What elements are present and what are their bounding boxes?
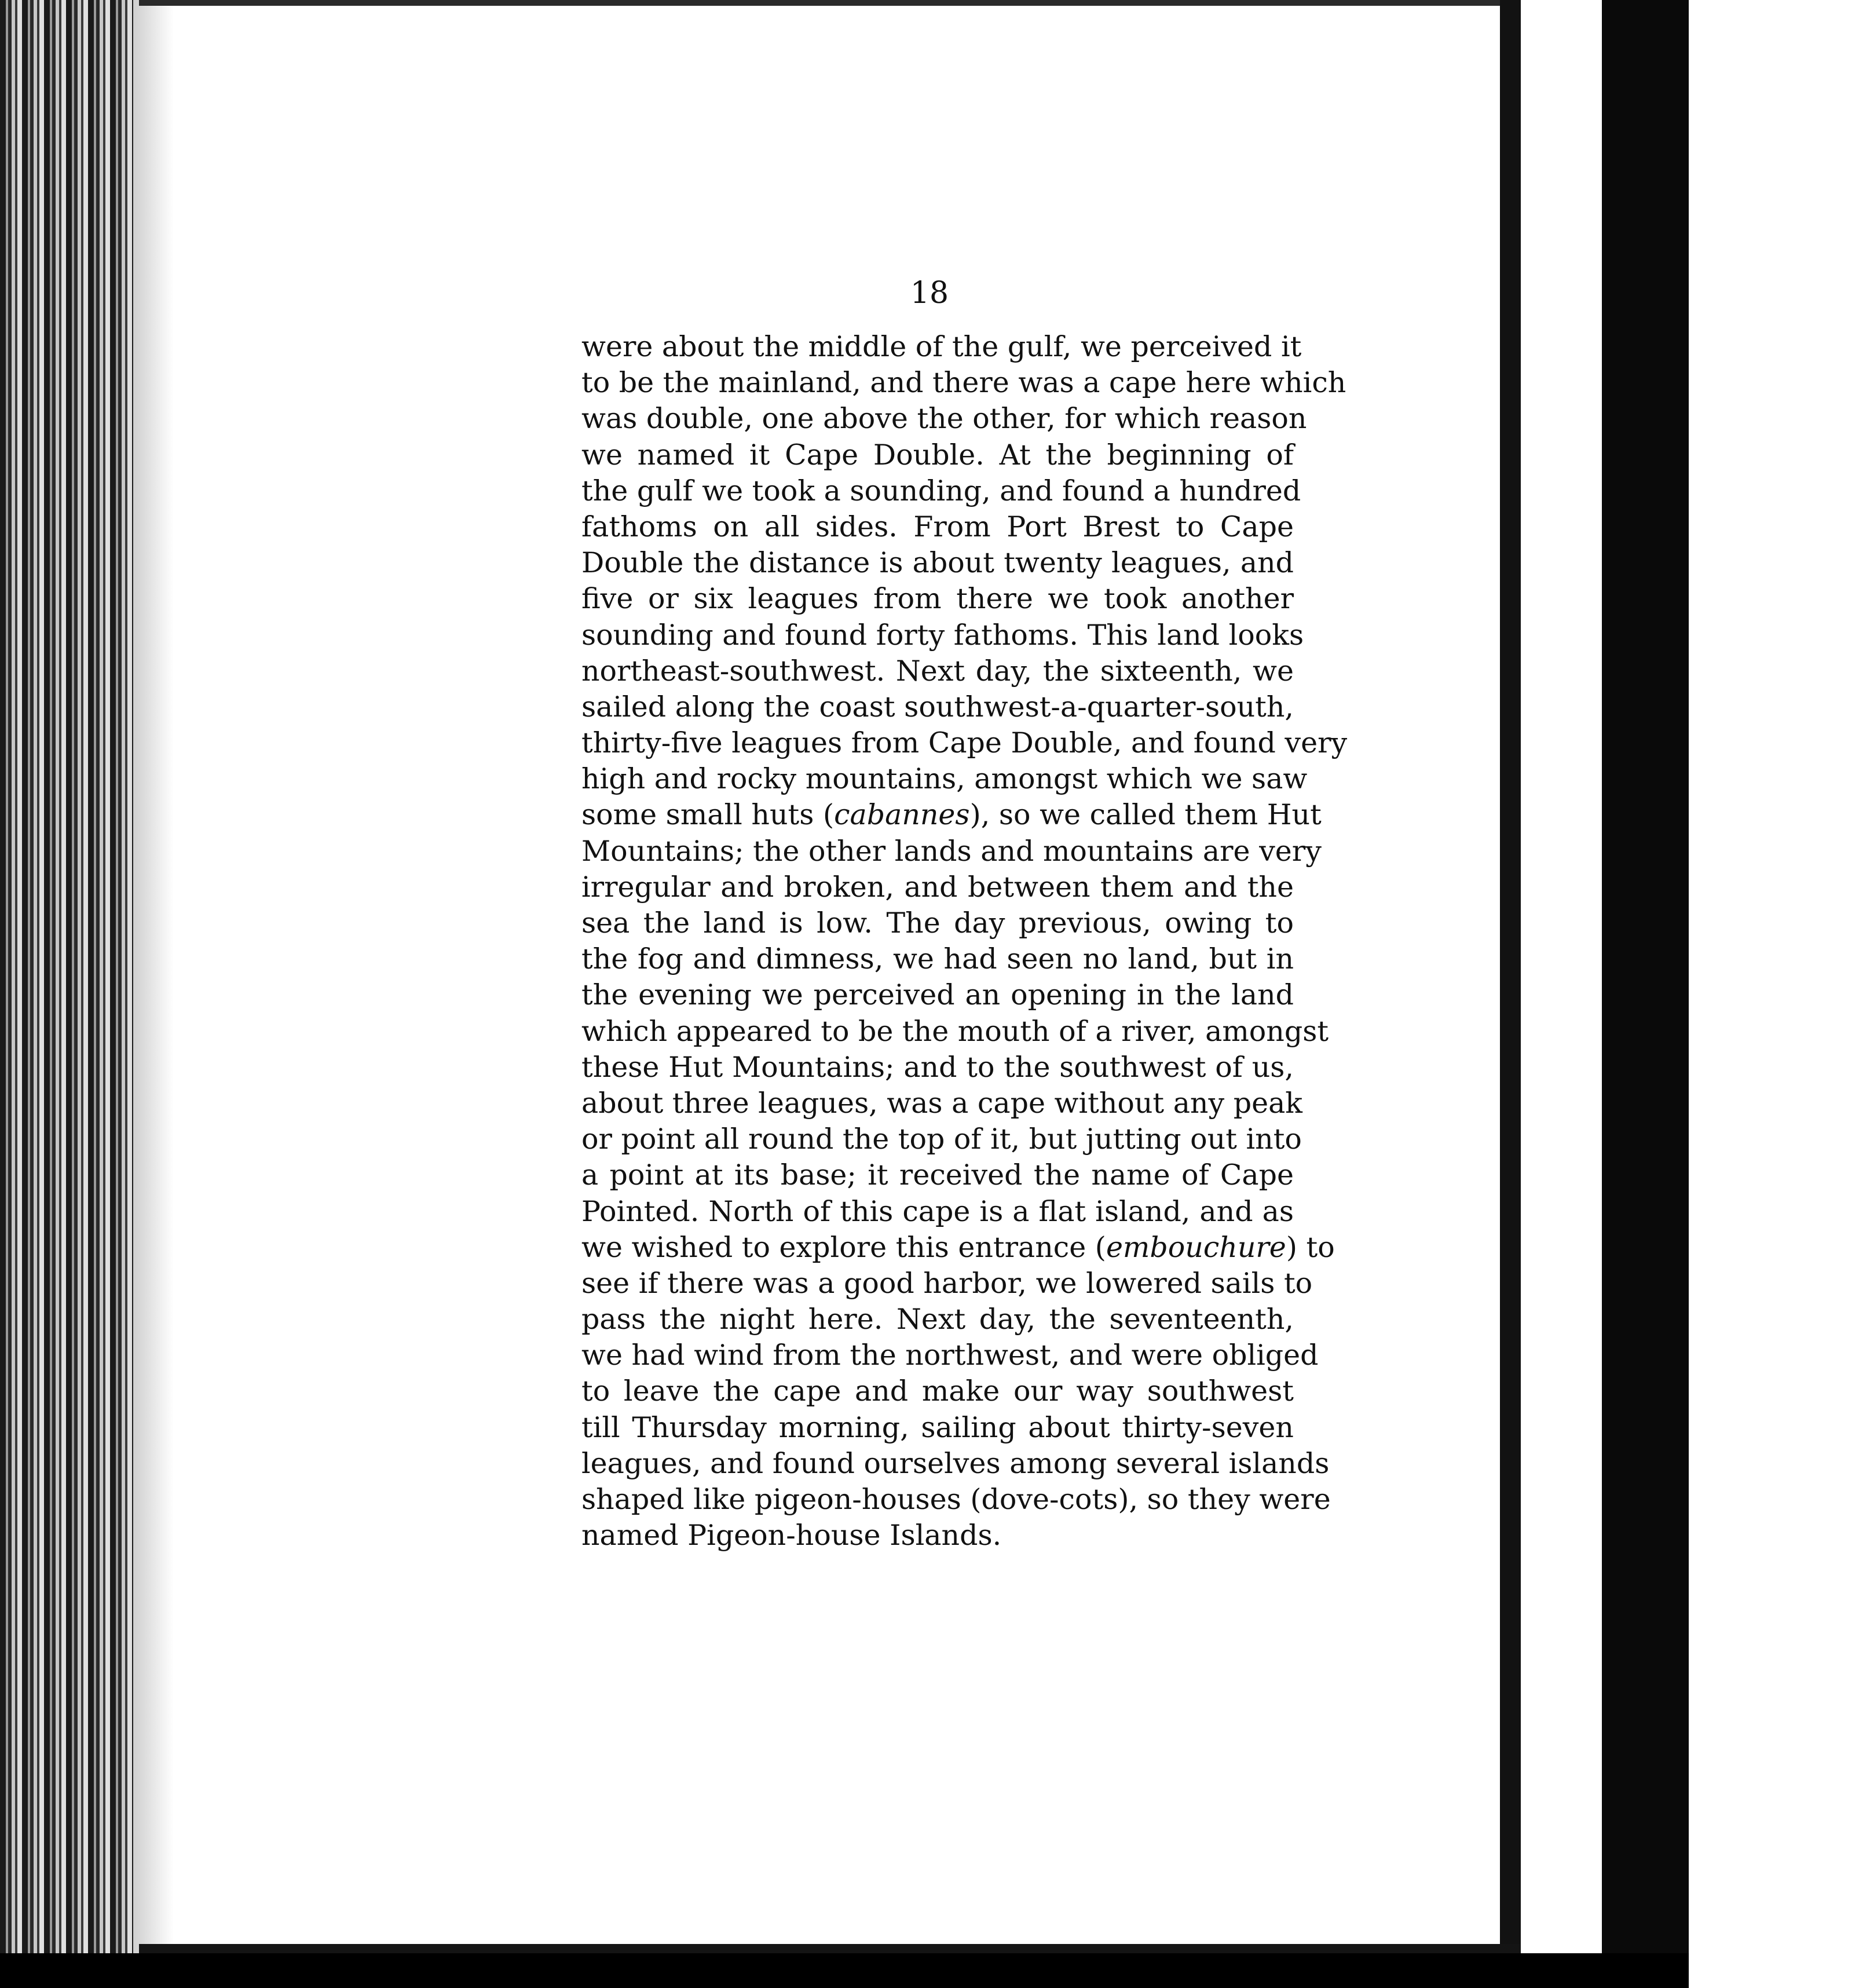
text-line: these Hut Mountains; and to the southwest of us, bbox=[581, 1050, 1294, 1084]
text-line: we named it Cape Double. At the beginning of bbox=[581, 438, 1294, 472]
text-line: to leave the cape and make our way southwest bbox=[581, 1375, 1294, 1408]
text-line: Double the distance is about twenty leagues, and bbox=[581, 546, 1294, 580]
text-line: sounding and found forty fathoms. This land looks bbox=[581, 618, 1304, 652]
text-line: irregular and broken, and between them and the bbox=[581, 870, 1294, 904]
text-line: or point all round the top of it, but jutting out into bbox=[581, 1123, 1302, 1156]
text-line: the evening we perceived an opening in the land bbox=[581, 978, 1294, 1012]
text-line: thirty-five leagues from Cape Double, and found very bbox=[581, 726, 1348, 760]
text-line: named Pigeon-house Islands. bbox=[581, 1519, 1002, 1552]
text-line: some small huts (cabannes), so we called them Hut bbox=[581, 798, 1322, 832]
text-line: Mountains; the other lands and mountains are very bbox=[581, 834, 1322, 868]
text-line: to be the mainland, and there was a cape here which bbox=[581, 366, 1346, 400]
text-line: the gulf we took a sounding, and found a hundred bbox=[581, 474, 1301, 507]
book-bottom-edge bbox=[139, 1944, 1521, 1953]
text-line: was double, one above the other, for which reason bbox=[581, 402, 1307, 436]
text-line: which appeared to be the mouth of a river, amongst bbox=[581, 1014, 1329, 1048]
text-line: pass the night here. Next day, the seventeenth, bbox=[581, 1303, 1294, 1336]
text-line: leagues, and found ourselves among several islands bbox=[581, 1446, 1330, 1480]
text-line: sailed along the coast southwest-a-quarter-south, bbox=[581, 690, 1294, 723]
text-line: we wished to explore this entrance (embouchure) to bbox=[581, 1230, 1335, 1264]
text-line: see if there was a good harbor, we lowered sails to bbox=[581, 1266, 1313, 1300]
text-line: fathoms on all sides. From Port Brest to Cape bbox=[581, 510, 1294, 543]
text-line: about three leagues, was a cape without any peak bbox=[581, 1086, 1303, 1120]
text-line: sea the land is low. The day previous, owing to bbox=[581, 907, 1294, 940]
text-line: were about the middle of the gulf, we perceived it bbox=[581, 330, 1302, 363]
italic-term: embouchure bbox=[1106, 1230, 1286, 1264]
book-top-edge bbox=[139, 0, 1521, 6]
text-line: northeast-southwest. Next day, the sixteenth, we bbox=[581, 654, 1294, 688]
italic-term: cabannes bbox=[834, 798, 970, 832]
page-number: 18 bbox=[910, 276, 949, 310]
scan-bottom-border bbox=[0, 1953, 1689, 1988]
text-line: five or six leagues from there we took another bbox=[581, 582, 1294, 616]
text-line: high and rocky mountains, amongst which we saw bbox=[581, 762, 1308, 796]
text-line: till Thursday morning, sailing about thirty-seven bbox=[581, 1410, 1294, 1444]
body-text bbox=[581, 329, 1348, 1554]
text-line: Pointed. North of this cape is a flat island, and as bbox=[581, 1194, 1294, 1228]
text-line: a point at its base; it received the name of Cape bbox=[581, 1159, 1294, 1192]
text-line: the fog and dimness, we had seen no land, but in bbox=[581, 942, 1294, 976]
text-line: we had wind from the northwest, and were obliged bbox=[581, 1339, 1319, 1372]
text-line: shaped like pigeon-houses (dove-cots), so they were bbox=[581, 1483, 1331, 1516]
